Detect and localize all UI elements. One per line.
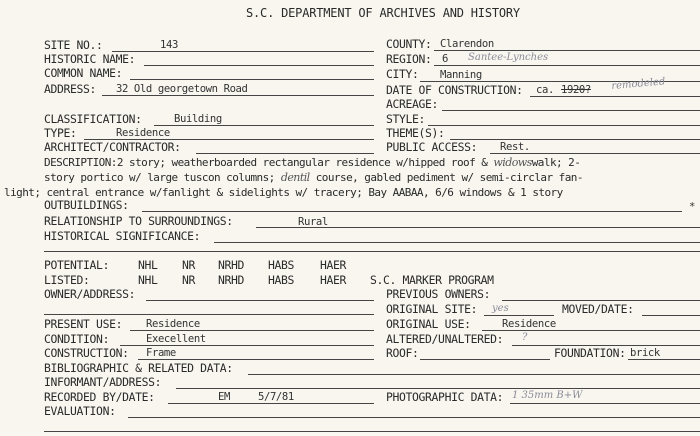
roof-line	[420, 359, 550, 360]
present-use-line	[130, 330, 374, 331]
description-handwritten-1: widows	[493, 156, 532, 169]
previous-owners-line	[502, 300, 700, 301]
date-of-construction-label: DATE OF CONSTRUCTION:	[386, 83, 523, 97]
outbuildings-line	[142, 211, 682, 212]
potential-nr: NR	[182, 258, 196, 272]
potential-nhl: NHL	[138, 258, 158, 272]
public-access-line	[490, 153, 700, 154]
type-value: Residence	[116, 127, 170, 139]
recorded-date-value: 5/7/81	[258, 391, 294, 403]
section-divider	[44, 251, 700, 252]
date-prefix-value: ca.	[536, 84, 554, 96]
style-line	[428, 125, 700, 126]
foundation-value: brick	[630, 347, 660, 359]
relationship-value: Rural	[298, 216, 328, 228]
condition-line	[120, 345, 374, 346]
bibliographic-label: BIBLIOGRAPHIC & RELATED DATA:	[44, 361, 233, 375]
informant-line	[176, 388, 700, 389]
photographic-data-line	[510, 403, 700, 404]
original-site-handwritten: yes	[492, 303, 509, 314]
site-no-value: 143	[160, 39, 178, 51]
architect-line	[196, 153, 374, 154]
original-use-line	[482, 330, 700, 331]
original-site-line	[484, 315, 554, 316]
relationship-label: RELATIONSHIP TO SURROUNDINGS:	[44, 214, 233, 228]
listed-habs: HABS	[268, 273, 295, 287]
site-no-line	[112, 51, 374, 52]
acreage-label: ACREAGE:	[386, 97, 439, 111]
photographic-handwritten: 1 35mm B+W	[512, 390, 583, 401]
potential-habs: HABS	[268, 258, 295, 272]
date-line	[530, 96, 700, 97]
altered-handwritten: ?	[522, 332, 528, 343]
address-line	[102, 95, 374, 96]
owner-address-label: OWNER/ADDRESS:	[44, 287, 136, 301]
description-handwritten-2: dentil	[280, 171, 310, 184]
address-label: ADDRESS:	[44, 82, 97, 96]
altered-label: ALTERED/UNALTERED:	[386, 332, 504, 346]
marker-program-label: S.C. MARKER PROGRAM	[370, 273, 494, 287]
city-label: CITY:	[386, 67, 419, 81]
recorded-by-line	[168, 403, 374, 404]
description-line-1: DESCRIPTION:2 story; weatherboarded rectangular residence w/hipped roof & widowswalk; 2-	[44, 156, 581, 169]
present-use-label: PRESENT USE:	[44, 317, 123, 331]
moved-date-line	[642, 315, 700, 316]
date-struck-value: 1920?	[561, 84, 591, 96]
condition-value: Execellent	[146, 333, 206, 345]
listed-haer: HAER	[320, 273, 347, 287]
evaluation-label: EVALUATION:	[44, 404, 116, 418]
type-label: TYPE:	[44, 126, 77, 140]
county-value: Clarendon	[440, 38, 494, 50]
themes-line	[450, 139, 700, 140]
construction-line	[138, 359, 374, 360]
listed-nrhd: NRHD	[218, 273, 245, 287]
potential-nrhd: NRHD	[218, 258, 245, 272]
architect-label: ARCHITECT/CONTRACTOR:	[44, 140, 181, 154]
common-name-line	[130, 79, 374, 80]
recorded-by-label: RECORDED BY/DATE:	[44, 390, 155, 404]
historic-name-line	[144, 65, 374, 66]
present-use-value: Residence	[146, 318, 200, 330]
moved-date-label: MOVED/DATE:	[562, 302, 634, 316]
potential-label: POTENTIAL:	[44, 258, 110, 272]
city-value: Manning	[440, 69, 482, 81]
date-handwritten: remodeled	[610, 76, 666, 93]
address-value: 32 Old georgetown Road	[116, 83, 248, 95]
previous-owners-label: PREVIOUS OWNERS:	[386, 287, 491, 301]
classification-line	[154, 125, 374, 126]
roof-label: ROOF:	[386, 346, 419, 360]
recorded-by-value: EM	[218, 391, 230, 403]
description-line-3: light; central entrance w/fanlight & sidelights w/ tracery; Bay AABAA, 6/6 windows & 1 story	[4, 186, 563, 199]
acreage-line	[442, 110, 700, 111]
classification-value: Building	[174, 113, 222, 125]
outbuildings-label: OUTBUILDINGS:	[44, 198, 129, 212]
evaluation-line-2	[44, 431, 700, 432]
site-no-label: SITE NO.:	[44, 38, 103, 52]
style-label: STYLE:	[386, 112, 426, 126]
region-label: REGION:	[386, 52, 432, 66]
construction-value: Frame	[146, 347, 176, 359]
description-line-2: story portico w/ large tuscon columns; dentil course, gabled pediment w/ semi-circlar fan-	[44, 171, 583, 184]
county-line	[434, 50, 700, 51]
listed-nr: NR	[182, 273, 196, 287]
original-site-label: ORIGINAL SITE:	[386, 302, 478, 316]
themes-label: THEME(S):	[386, 126, 445, 140]
region-value: 6	[442, 53, 448, 65]
construction-label: CONSTRUCTION:	[44, 346, 129, 360]
condition-label: CONDITION:	[44, 332, 110, 346]
relationship-line	[256, 227, 700, 228]
region-handwritten: Santee-Lynches	[468, 52, 549, 63]
public-access-value: Rest.	[500, 141, 530, 153]
potential-haer: HAER	[320, 258, 347, 272]
original-use-value: Residence	[502, 318, 556, 330]
bibliographic-line	[248, 374, 700, 375]
historical-significance-label: HISTORICAL SIGNIFICANCE:	[44, 229, 201, 243]
original-use-label: ORIGINAL USE:	[386, 317, 471, 331]
photographic-data-label: PHOTOGRAPHIC DATA:	[386, 390, 504, 404]
region-line	[434, 65, 700, 66]
listed-label: LISTED:	[44, 273, 90, 287]
description-label: DESCRIPTION:	[44, 156, 117, 169]
page-title: S.C. DEPARTMENT OF ARCHIVES AND HISTORY	[246, 6, 520, 20]
historical-significance-line	[214, 242, 700, 243]
foundation-line	[628, 359, 700, 360]
owner-address-line	[146, 300, 374, 301]
county-label: COUNTY:	[386, 37, 432, 51]
classification-label: CLASSIFICATION:	[44, 112, 142, 126]
owner-address-line-2	[44, 314, 374, 315]
outbuildings-mark: *	[689, 201, 695, 213]
historic-name-label: HISTORIC NAME:	[44, 52, 136, 66]
listed-nhl: NHL	[138, 273, 158, 287]
public-access-label: PUBLIC ACCESS:	[386, 140, 478, 154]
informant-label: INFORMANT/ADDRESS:	[44, 375, 162, 389]
evaluation-line	[128, 417, 700, 418]
foundation-label: FOUNDATION:	[554, 346, 626, 360]
common-name-label: COMMON NAME:	[44, 66, 123, 80]
